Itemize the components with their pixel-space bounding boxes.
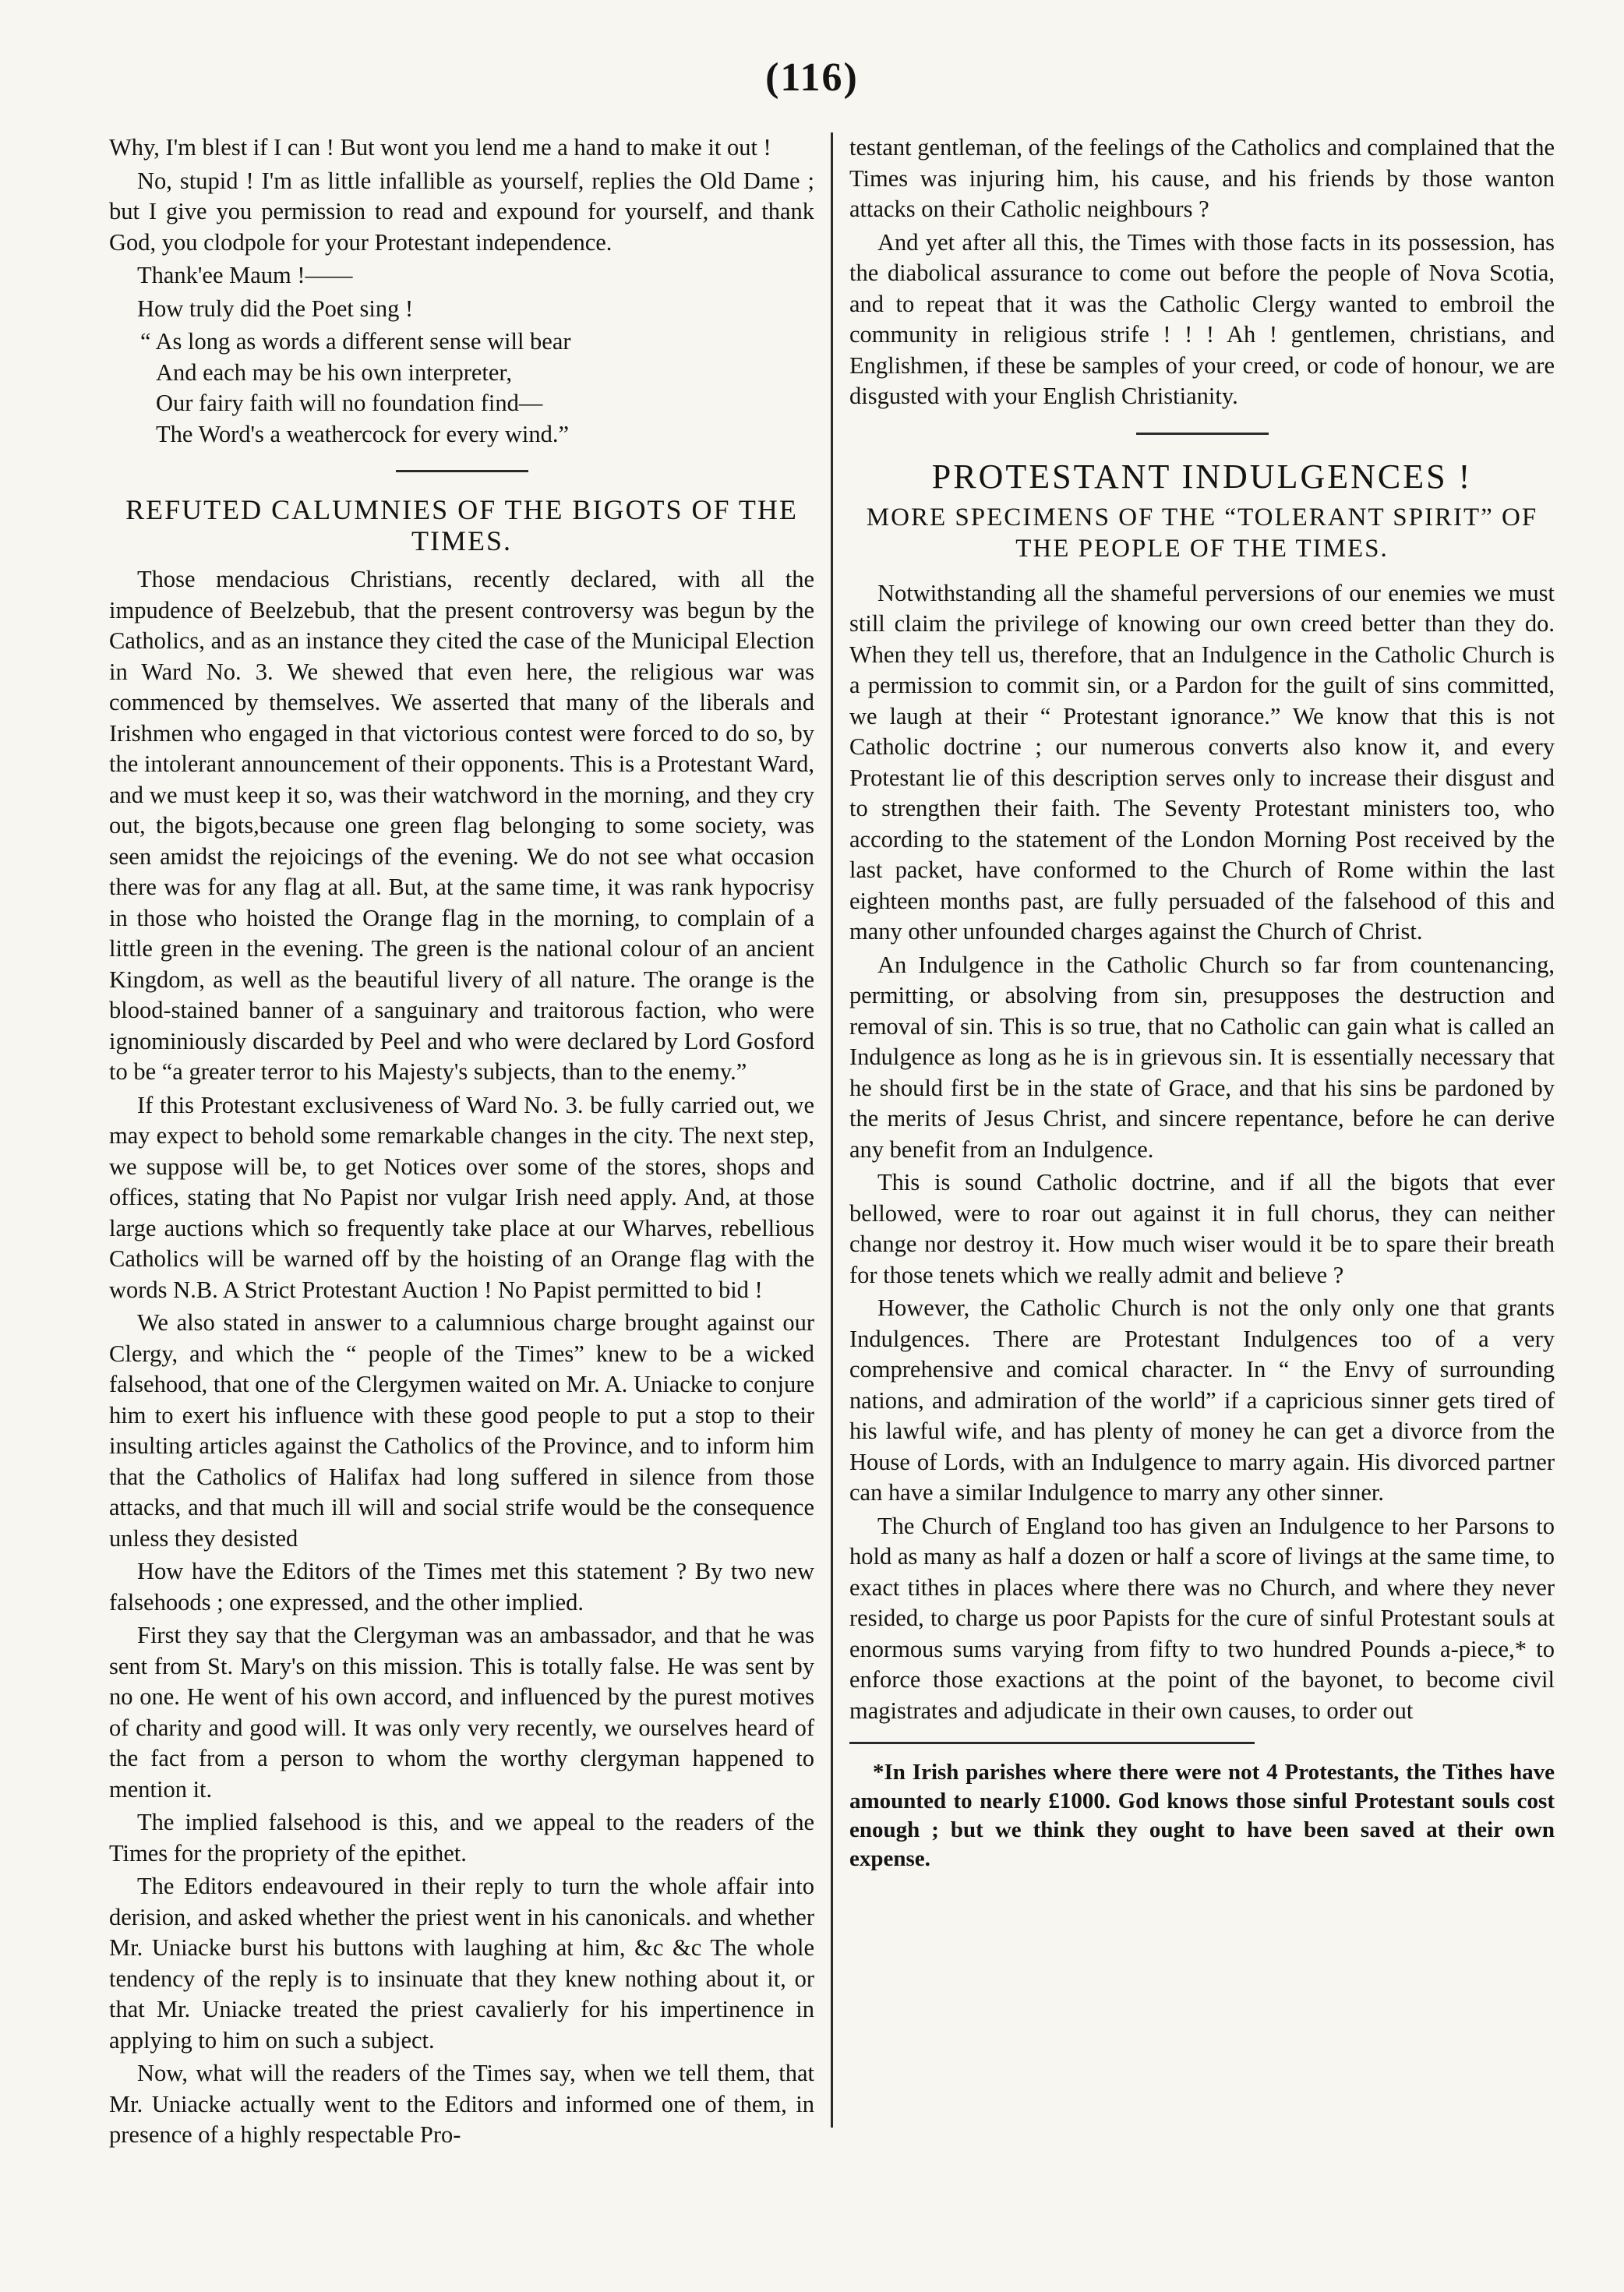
footnote-rule bbox=[849, 1742, 1255, 1744]
paragraph: No, stupid ! I'm as little infallible as yourself, replies the Old Dame ; but I give you permission to read and expound for yourself, and thank God, you clodpole for your Protestant independence. bbox=[109, 167, 814, 256]
paragraph: Those mendacious Christians, recently declared, with all the impudence of Beelzebub, that the present controversy was begun by the Catholics, and as an instance they cited the case of the Municipal Election in Ward No. 3. We shewed that even here, the religious war was commenced by themselves. We asserted that many of the liberals and Irishmen who engaged in that victorious contest were forced to do so, by the intolerant announcement of their opponents. This is a Protestant Ward, and we must keep it so, was their watchword in the morning, and they cry out, the bigots,because one green flag belonging to some society, was seen amidst the rejoicings of the evening. We do not see what occasion there was for any flag at all. But, at the same time, it was rank hypocrisy in those who hoisted the Orange flag in the morning, to complain of a little green in the evening. The green is the national colour of an ancient Kingdom, as well as the beautiful livery of all nature. The orange is the blood-stained banner of a sanguinary and traitorous faction, who were ignominiously discarded by Peel and who were declared by Lord Gosford to be “a greater terror to his Majesty's subjects, than to the enemy.” bbox=[109, 566, 814, 1085]
article-heading: REFUTED CALUMNIES OF THE BIGOTS OF THE TIMES. bbox=[125, 494, 798, 556]
paragraph: And yet after all this, the Times with those facts in its possession, has the diabolical assurance to come out before the people of Nova Scotia, and to repeat that it was the Catholic Clergy wanted to embroil the community in religious strife ! ! ! Ah ! gentlemen, christians, and Englishmen, if these be samples of your creed, or code of honour, we are disgusted with your English Christianity. bbox=[849, 228, 1555, 409]
verse-line: “ As long as words a different sense will bear bbox=[140, 328, 571, 355]
paragraph: How have the Editors of the Times met this statement ? By two new falsehoods ; one expressed, and the other implied. bbox=[109, 1558, 814, 1616]
paragraph: Why, I'm blest if I can ! But wont you lend me a hand to make it out ! bbox=[109, 134, 771, 161]
paragraph: Notwithstanding all the shameful perversions of our enemies we must still claim the privilege of knowing our own creed better than they do. When they tell us, therefore, that an Indulgence in the Catholic Church is a permission to commit sin, or a Pardon for the guilt of sins committed, we laugh at their “ Protestant ignorance.” We know that this is not Catholic doctrine ; our numerous converts also know it, and every Protestant lie of this description serves only to increase their disgust and to strengthen their faith. The Seventy Protestant ministers too, who according to the statement of the London Morning Post received by the last packet, have conformed to the Church of Rome within the last eighteen months past, are fully persuaded of the falsehood of this and many other unfounded charges against the Church of Christ. bbox=[849, 579, 1555, 945]
paragraph: Now, what will the readers of the Times say, when we tell them, that Mr. Uniacke actually went to the Editors and informed one of them, in presence of a highly respectable Pro- bbox=[109, 2060, 814, 2148]
paragraph: First they say that the Clergyman was an ambassador, and that he was sent from St. Mary's on this mission. This is totally false. He was sent by no one. He went of his own accord, and influenced by the purest motives of charity and good will. It was only very recently, we ourselves heard of the fact from a person to whom the worthy clergyman happened to mention it. bbox=[109, 1622, 814, 1803]
page-number: (116) bbox=[765, 55, 859, 100]
section-rule bbox=[396, 470, 528, 472]
section-rule bbox=[1136, 433, 1269, 435]
verse-line: And each may be his own interpreter, bbox=[156, 358, 512, 386]
article-subheading: MORE SPECIMENS OF THE “TOLERANT SPIRIT” OF THE PEOPLE OF THE TIMES. bbox=[866, 503, 1538, 563]
paragraph: We also stated in answer to a calumnious charge brought against our Clergy, and which the “ people of the Times” knew to be a wicked falsehood, that one of the Clergymen waited on Mr. A. Uniacke to conjure him to exert his influence with these good people to put a stop to their insulting articles against the Catholics of the Province, and to inform him that the Catholics of Halifax had long suffered in silence from those attacks, and that much ill will and social strife would be the consequence unless they desisted bbox=[109, 1309, 814, 1552]
paragraph: This is sound Catholic doctrine, and if all the bigots that ever bellowed, were to roar out against it in full chorus, they can neither change nor destroy it. How much wiser would it be to spare their breath for those tenets which we really admit and believe ? bbox=[849, 1169, 1555, 1288]
paragraph: testant gentleman, of the feelings of the Catholics and complained that the Times was injuring him, his cause, and his friends by those wanton attacks on their Catholic neighbours ? bbox=[849, 134, 1555, 222]
footnote: *In Irish parishes where there were not 4 Protestants, the Tithes have amounted to nearly £1000. God knows those sinful Protestant souls cost enough ; but we think they ought to have been saved at their own expense. bbox=[849, 1760, 1555, 1871]
paragraph: The Editors endeavoured in their reply to turn the whole affair into derision, and asked whether the priest went in his canonicals. and whether Mr. Uniacke burst his buttons with laughing at him, &c &c The whole tendency of the reply is to insinuate that they knew nothing about it, or that Mr. Uniacke treated the priest cavalierly for his impertinence in applying to him on such a subject. bbox=[109, 1873, 814, 2054]
paragraph: However, the Catholic Church is not the only only one that grants Indulgences. There are Protestant Indulgences too of a very comprehensive and comical character. In “ the Envy of surrounding nations, and admiration of the world” if a capricious sinner gets tired of his lawful wife, and has plenty of money he can get a divorce from the House of Lords, with an Indulgence to marry again. His divorced partner can have a similar Indulgence to marry any other sinner. bbox=[849, 1294, 1555, 1506]
verse-line: Our fairy faith will no foundation find— bbox=[156, 390, 543, 416]
paragraph: If this Protestant exclusiveness of Ward No. 3. be fully carried out, we may expect to behold some remarkable changes in the city. The next step, we suppose will be, to get Notices over some of the stores, shops and offices, stating that No Papist nor vulgar Irish need apply. And, at those large auctions which so frequently take place at our Wharves, rebellious Catholics will be warned off by the hoisting of an Orange flag with the words N.B. A Strict Protestant Auction ! No Papist permitted to bid ! bbox=[109, 1091, 814, 1303]
paragraph: Thank'ee Maum !—— bbox=[137, 262, 353, 288]
article-heading: PROTESTANT INDULGENCES ! bbox=[931, 457, 1473, 496]
paragraph: How truly did the Poet sing ! bbox=[137, 295, 414, 322]
paragraph: An Indulgence in the Catholic Church so far from countenancing, permitting, or absolving from sin, presupposes the destruction and removal of sin. This is so true, that no Catholic can gain what is called an Indulgence as long as he is in grievous sin. It is essentially necessary that he should first be in the state of Grace, and that his sins be pardoned by the merits of Jesus Christ, and sincere repentance, before he can derive any benefit from an Indulgence. bbox=[849, 951, 1555, 1163]
verse-line: The Word's a weathercock for every wind.” bbox=[156, 420, 570, 447]
paragraph: The Church of England too has given an Indulgence to her Parsons to hold as many as half a dozen or half a score of livings at the same time, to exact tithes in places where there was no Church, and where they never resided, to charge us poor Papists for the cure of sinful Protestant souls at enormous sums varying from fifty to two hundred Pounds a-piece,* to enforce those exactions at the point of the bayonet, to become civil magistrates and adjudicate in their own causes, to order out bbox=[849, 1512, 1555, 1724]
paragraph: The implied falsehood is this, and we appeal to the readers of the Times for the propriety of the epithet. bbox=[109, 1809, 814, 1866]
left-column bbox=[109, 132, 814, 2153]
column-divider bbox=[831, 132, 833, 2128]
right-column bbox=[849, 132, 1555, 1876]
